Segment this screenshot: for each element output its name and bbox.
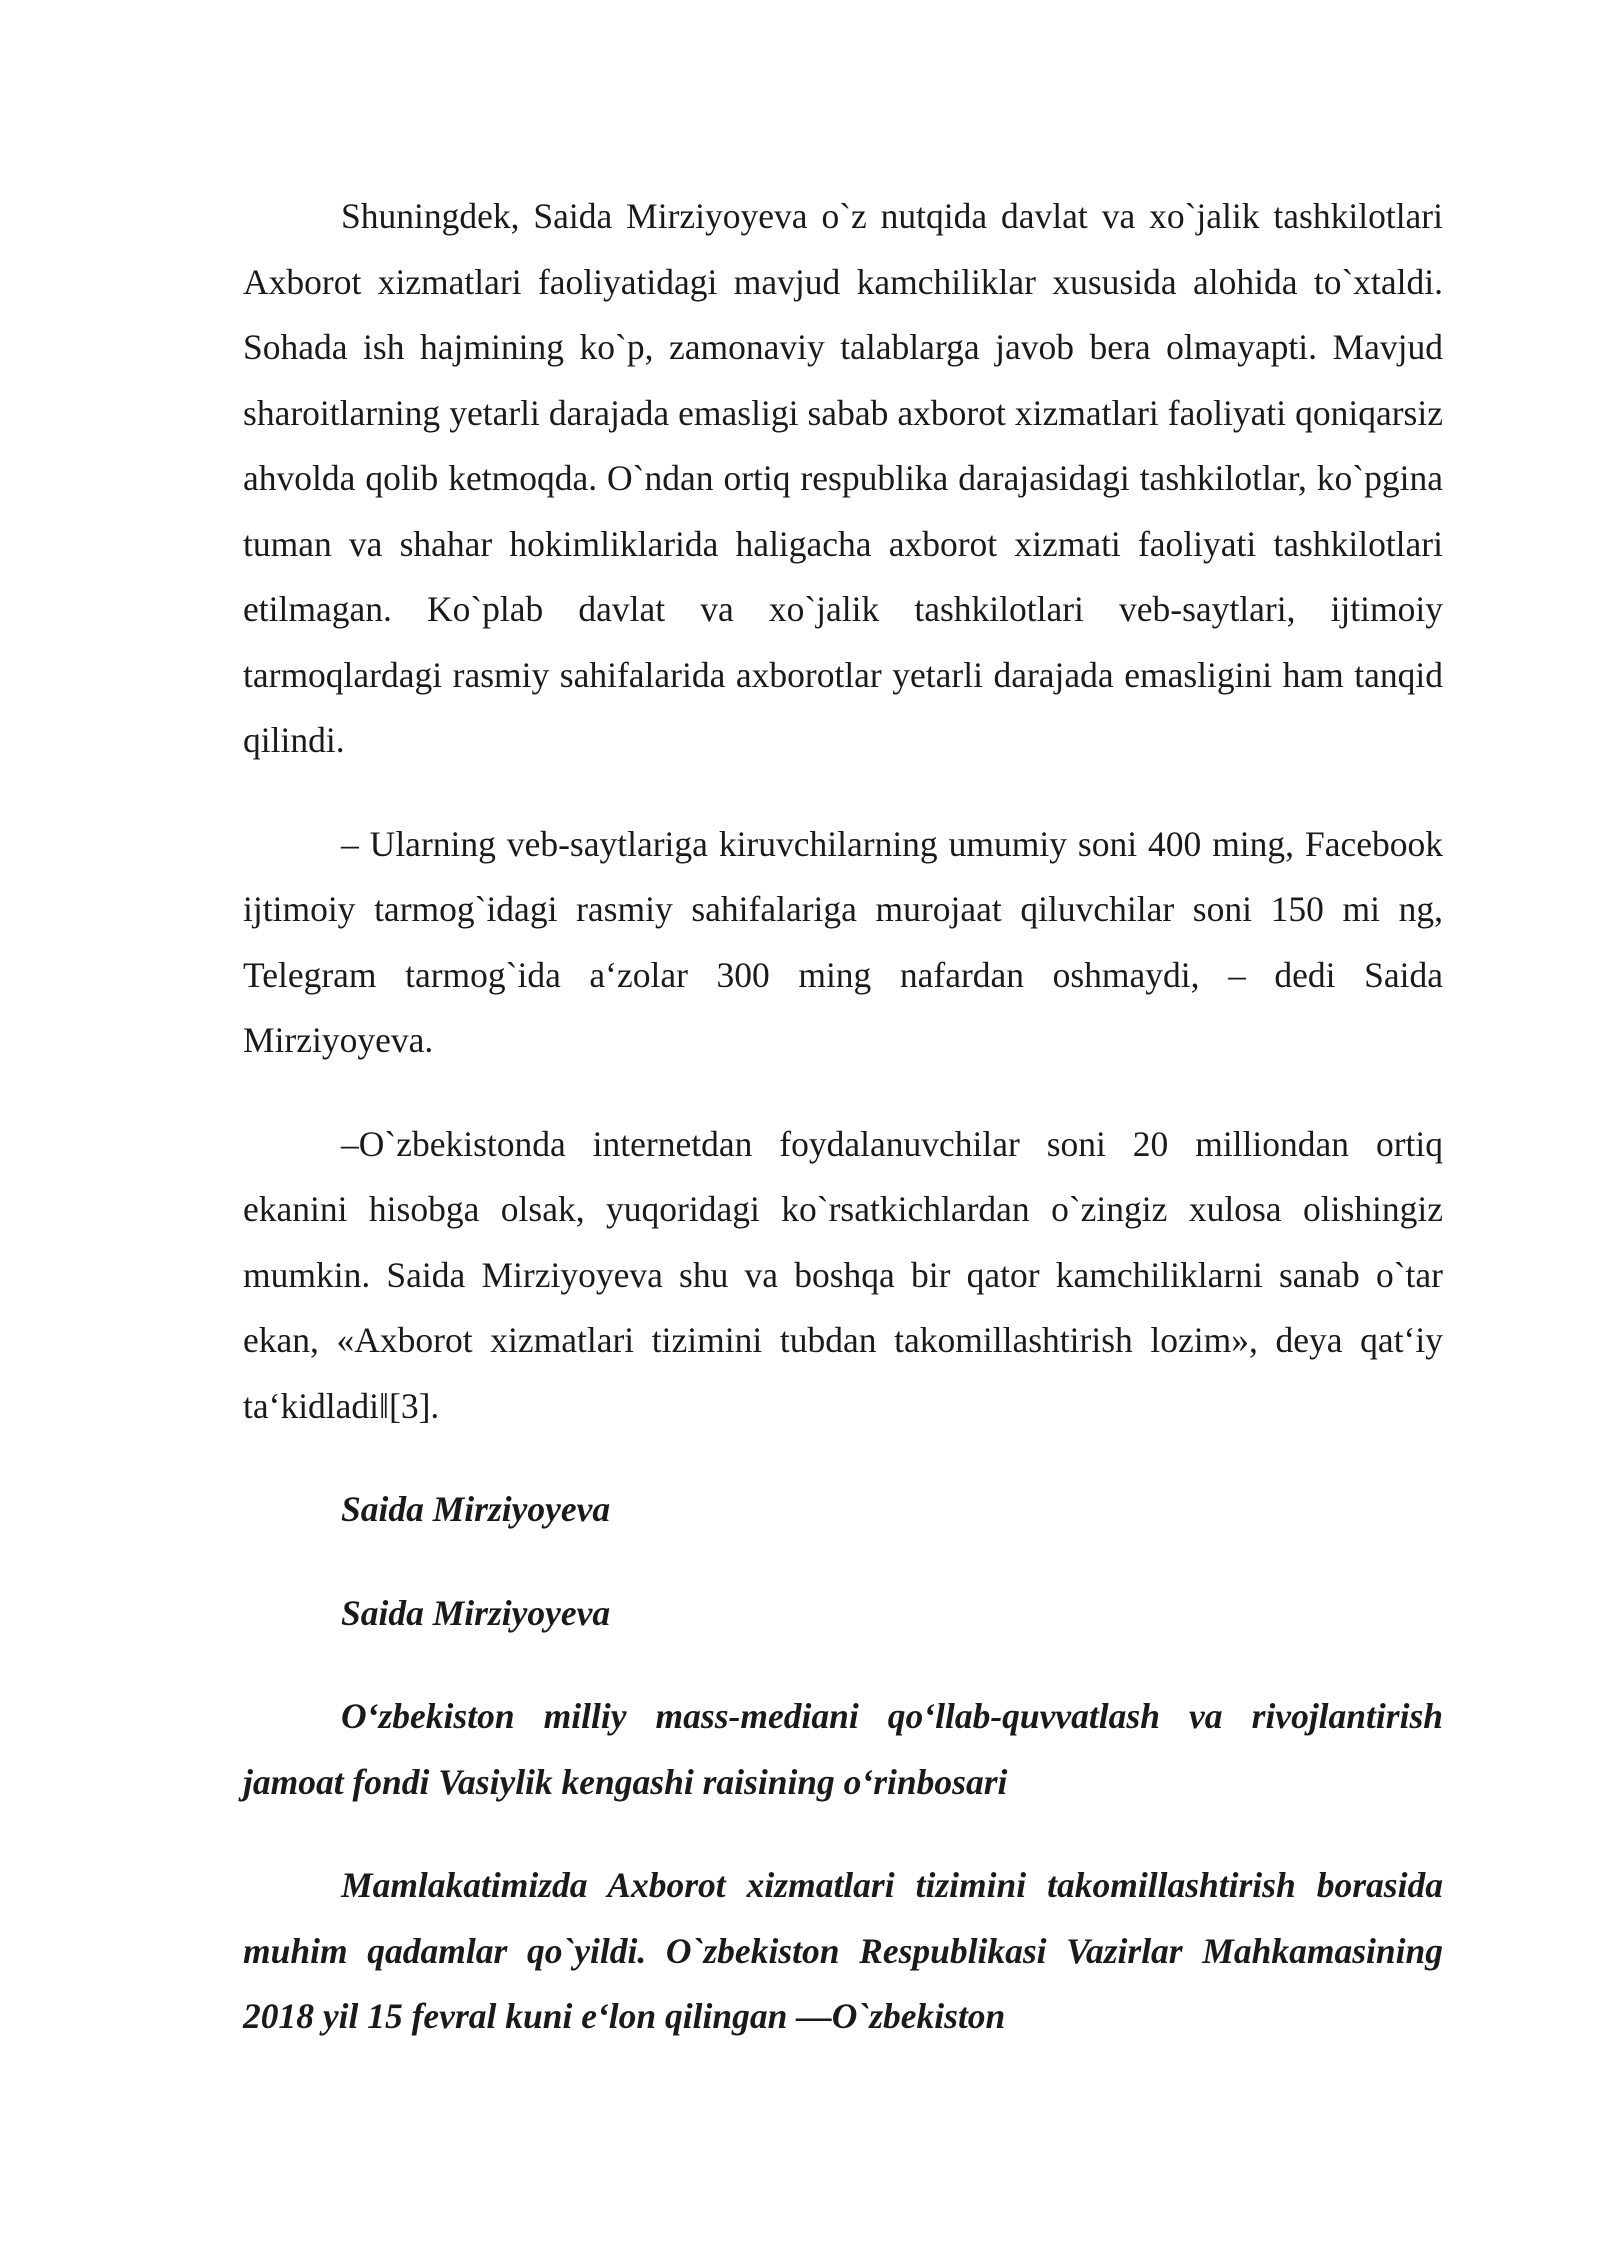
signature-name-2: Saida Mirziyoyeva: [341, 1592, 611, 1633]
document-body: [243, 184, 1443, 2050]
signature-name-1: Saida Mirziyoyeva: [341, 1489, 611, 1529]
paragraph-internet-users: –O`zbekistonda internetdan foydalanuvchilar soni 20 milliondan ortiq ekanini hisobga olsak, yuqoridagi ko`rsatkichlardan o`zingiz xulosa olishingiz mumkin. Saida Mirziyoyeva shu va boshqa bir qator kamchiliklarni sanab o`tar ekan, «Axborot xizmatlari tizimini tubdan takomillashtirish lozim», deya qat‘iy ta‘kidladi‖[3].: [243, 1123, 1443, 1426]
closing-paragraph: Mamlakatimizda Axborot xizmatlari tizimini takomillashtirish borasida muhim qadamlar qo`yildi. O`zbekiston Respublikasi Vazirlar Mahkamasining 2018 yil 15 fevral kuni e‘lon qilingan ―O`zbekiston: [243, 1865, 1443, 2036]
position-title: O‘zbekiston milliy mass-mediani qo‘llab-quvvatlash va rivojlantirish jamoat fondi Vasiylik kengashi raisining o‘rinbosari: [243, 1696, 1443, 1802]
paragraph-shortcomings: Shuningdek, Saida Mirziyoyeva o`z nutqida davlat va xo`jalik tashkilotlari Axborot xizmatlari faoliyatidagi mavjud kamchiliklar xususida alohida to`xtaldi. Sohada ish hajmining ko`p, zamonaviy talablarga javob bera olmayapti. Mavjud sharoitlarning yetarli darajada emasligi sabab axborot xizmatlari faoliyati qoniqarsiz ahvolda qolib ketmoqda. O`ndan ortiq respublika darajasidagi tashkilotlar, ko`pgina tuman va shahar hokimliklarida haligacha axborot xizmati faoliyati tashkilotlari etilmagan. Ko`plab davlat va xo`jalik tashkilotlari veb-saytlari, ijtimoiy tarmoqlardagi rasmiy sahifalarida axborotlar yetarli darajada emasligini ham tanqid qilindi.: [243, 196, 1443, 760]
paragraph-quote-statistics: – Ularning veb-saytlariga kiruvchilarning umumiy soni 400 ming, Facebook ijtimoiy tarmog`idagi rasmiy sahifalariga murojaat qiluvchilar soni 150 mi ng, Telegram tarmog`ida a‘zolar 300 ming nafardan oshmaydi, – dedi Saida Mirziyoyeva.: [243, 823, 1443, 1060]
